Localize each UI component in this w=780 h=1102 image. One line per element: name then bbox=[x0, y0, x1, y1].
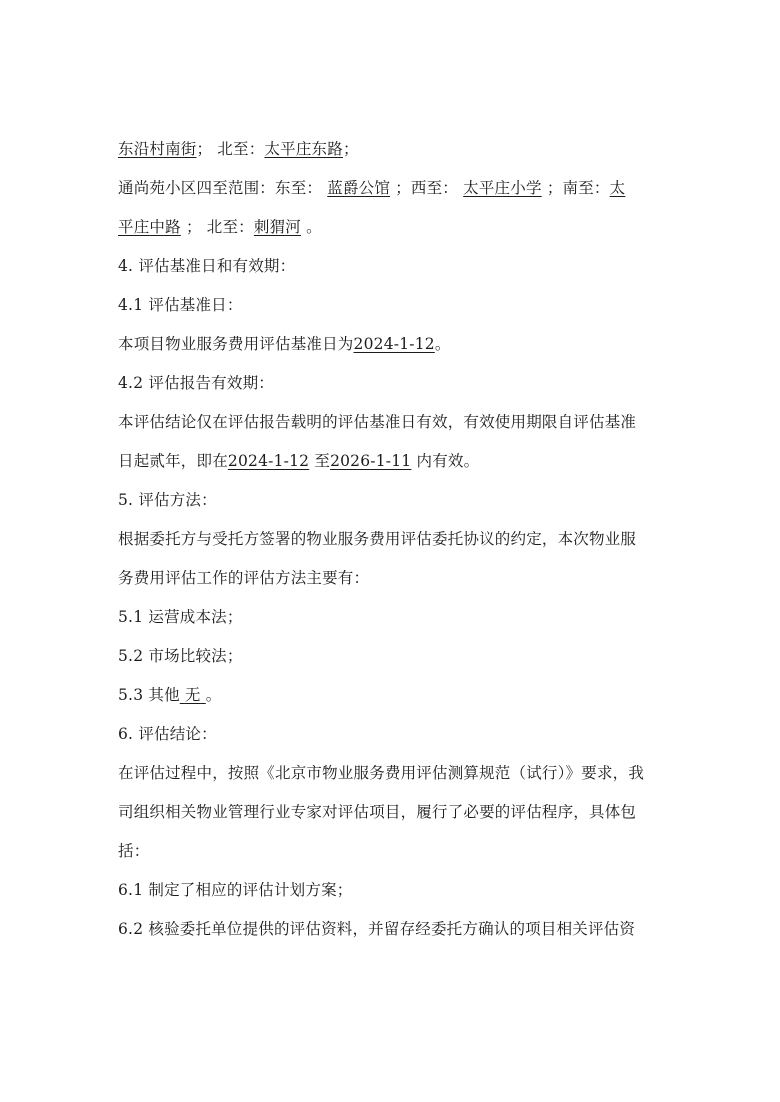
section-heading-4: 4. 评估基准日和有效期： bbox=[118, 257, 296, 275]
list-item-5-1: 5.1 运营成本法； bbox=[118, 608, 243, 626]
tongshangyuan-boundary-label: 通尚苑小区四至范围：东至： bbox=[118, 179, 323, 197]
punctuation: 。 bbox=[306, 218, 322, 236]
text-line-19: 括： bbox=[118, 842, 150, 860]
section-heading-6: 6. 评估结论： bbox=[118, 725, 217, 743]
punctuation: 。 bbox=[205, 686, 222, 704]
text-line-8: 本评估结论仅在评估报告载明的评估基准日有效，有效使用期限自评估基准 bbox=[118, 413, 637, 431]
list-item-5-2: 5.2 市场比较法； bbox=[118, 647, 243, 665]
text-line-18: 司组织相关物业管理行业专家对评估项目，履行了必要的评估程序，具体包 bbox=[118, 803, 637, 821]
punctuation: ； bbox=[342, 140, 359, 158]
west-boundary-value: 太平庄小学 bbox=[463, 179, 542, 197]
punctuation: 。 bbox=[434, 335, 451, 353]
south-boundary-value-start: 太 bbox=[609, 179, 626, 197]
west-label: ；西至： bbox=[395, 179, 459, 197]
text-line-6 bbox=[118, 334, 451, 354]
other-value-text: 无 bbox=[184, 686, 201, 704]
validity-text: 日起贰年，即在 bbox=[118, 452, 228, 470]
validity-end-date: 2026-1-11 bbox=[330, 452, 412, 470]
south-label: ；南至： bbox=[546, 179, 610, 197]
other-value bbox=[180, 686, 206, 704]
subheading-4-1: 4.1 评估基准日： bbox=[118, 296, 243, 314]
validity-to: 至 bbox=[314, 452, 331, 470]
text-line-11: 根据委托方与受托方签署的物业服务费用评估委托协议的约定，本次物业服 bbox=[118, 530, 637, 548]
list-item-6-1: 6.1 制定了相应的评估计划方案； bbox=[118, 881, 353, 899]
list-item-6-2: 6.2 核验委托单位提供的评估资料，并留存经委托方确认的项目相关评估资 bbox=[118, 920, 636, 938]
east-boundary-value: 蓝爵公馆 bbox=[327, 179, 391, 197]
south-boundary-value: 东沿村南街 bbox=[118, 140, 197, 158]
section-heading-5: 5. 评估方法： bbox=[118, 491, 217, 509]
text-line-12: 务费用评估工作的评估方法主要有： bbox=[118, 569, 370, 587]
validity-start-date: 2024-1-12 bbox=[227, 452, 310, 470]
text-line-2 bbox=[118, 178, 625, 198]
text-line-17: 在评估过程中，按照《北京市物业服务费用评估测算规范（试行）》要求，我 bbox=[118, 764, 645, 782]
text-line-1 bbox=[118, 139, 359, 159]
south-boundary-value-end: 平庄中路 bbox=[118, 218, 181, 236]
other-label: 5.3 其他 bbox=[118, 686, 180, 704]
base-date-text: 本项目物业服务费用评估基准日为 bbox=[118, 335, 354, 353]
text-line-3 bbox=[118, 217, 322, 237]
north-label: ； 北至： bbox=[196, 140, 265, 158]
north-boundary-value: 刺猬河 bbox=[253, 218, 301, 236]
text-line-9 bbox=[118, 451, 479, 471]
north-boundary-value: 太平庄东路 bbox=[264, 140, 343, 158]
north-label: ； 北至： bbox=[185, 218, 254, 236]
subheading-4-2: 4.2 评估报告有效期： bbox=[118, 374, 274, 392]
validity-suffix: 内有效。 bbox=[416, 452, 480, 470]
base-date-value: 2024-1-12 bbox=[353, 335, 435, 353]
list-item-5-3 bbox=[118, 685, 221, 705]
